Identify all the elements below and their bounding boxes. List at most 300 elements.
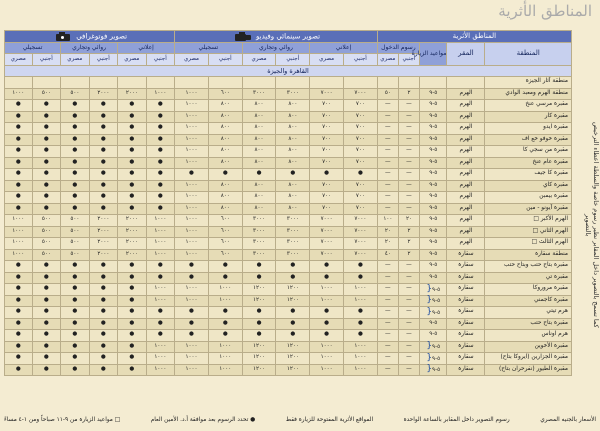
table-row xyxy=(5,364,572,376)
fee-cell: ● xyxy=(32,353,61,365)
fee-cell: ● xyxy=(32,157,61,169)
fee-cell: ● xyxy=(208,272,242,284)
entry-fee-egyptian: ٤٠ xyxy=(377,249,398,261)
table-row xyxy=(5,123,572,135)
fee-cell: ١٠٠٠ xyxy=(146,249,175,261)
fee-cell: ١٠٠٠ xyxy=(146,341,175,353)
fee-cell: ١٠٠٠ xyxy=(175,88,209,100)
bracket-mark: { xyxy=(426,364,433,375)
fee-cell: ● xyxy=(89,353,118,365)
fee-cell: ● xyxy=(61,341,90,353)
site-location: الهرم xyxy=(447,146,485,158)
fee-cell: ● xyxy=(118,192,147,204)
fee-cell: ٨٠٠ xyxy=(242,146,276,158)
fee-cell: ٧٠٠٠ xyxy=(310,88,344,100)
fee-cell: ١٢٠٠ xyxy=(242,295,276,307)
fee-cell: ٢٠٠٠ xyxy=(118,88,147,100)
fee-cell: ١٠٠٠ xyxy=(146,364,175,376)
table-row xyxy=(5,353,572,365)
fee-cell: ١٠٠٠ xyxy=(175,353,209,365)
fee-cell: ● xyxy=(118,284,147,296)
fee-cell: ● xyxy=(146,180,175,192)
fee-cell xyxy=(310,77,344,89)
visit-hours xyxy=(420,77,447,89)
fee-cell: ● xyxy=(5,284,33,296)
fee-cell: ١٠٠٠ xyxy=(175,284,209,296)
fee-cell: ● xyxy=(175,261,209,273)
sub-entry-foreign: أجنبي xyxy=(398,54,419,66)
table-row xyxy=(5,192,572,204)
fee-cell: ● xyxy=(61,157,90,169)
fee-cell: ١٠٠٠ xyxy=(175,134,209,146)
visit-hours: ٥-٩ xyxy=(420,180,447,192)
fee-cell: ● xyxy=(61,123,90,135)
site-location: سقارة xyxy=(447,307,485,319)
fee-cell: ٢٠٠٠ xyxy=(89,249,118,261)
fee-cell: ● xyxy=(5,341,33,353)
fee-cell: ٥٠٠ xyxy=(32,88,61,100)
sub-foreign: أجنبي xyxy=(208,54,242,66)
fee-cell: ● xyxy=(61,272,90,284)
fee-cell: ● xyxy=(344,272,378,284)
table-row xyxy=(5,295,572,307)
fee-cell: ● xyxy=(89,284,118,296)
visit-hours: ٥-٩ xyxy=(420,192,447,204)
fee-cell: ٥٠٠ xyxy=(61,88,90,100)
entry-fee-foreign: ٢ xyxy=(398,88,419,100)
fee-cell: ● xyxy=(5,272,33,284)
site-location: الهرم xyxy=(447,238,485,250)
sub-egyptian: مصري xyxy=(118,54,147,66)
table-row xyxy=(5,157,572,169)
site-location: سقارة xyxy=(447,318,485,330)
site-location: سقارة xyxy=(447,261,485,273)
fee-cell: ● xyxy=(344,261,378,273)
fee-cell: ● xyxy=(89,364,118,376)
fee-cell: ١٠٠٠ xyxy=(208,284,242,296)
site-name: مقبرة من سجي كا xyxy=(485,146,572,158)
fee-cell: ● xyxy=(146,272,175,284)
fee-cell: ● xyxy=(5,134,33,146)
fees-table xyxy=(4,30,572,376)
fee-cell: ٨٠٠ xyxy=(208,123,242,135)
fee-cell: ● xyxy=(5,261,33,273)
fee-cell: ١٢٠٠ xyxy=(276,295,310,307)
fee-cell: ١٠٠٠ xyxy=(310,295,344,307)
fee-cell: ● xyxy=(344,318,378,330)
visit-hours: ٥-٩{ xyxy=(420,341,447,353)
fee-cell: ٥٠٠ xyxy=(32,226,61,238)
fee-cell: ١٠٠٠ xyxy=(175,146,209,158)
video-camera-icon xyxy=(235,32,251,41)
fee-cell: ٥٠٠ xyxy=(32,215,61,227)
entry-fee-foreign: — xyxy=(398,318,419,330)
fee-cell: ● xyxy=(118,111,147,123)
table-row xyxy=(5,307,572,319)
header-hours: مواعيد الزيارة xyxy=(420,42,447,65)
site-location: الهرم xyxy=(447,180,485,192)
entry-fee-foreign: — xyxy=(398,146,419,158)
fee-cell: ● xyxy=(61,364,90,376)
fee-cell: ● xyxy=(344,307,378,319)
fee-cell: ٧٠٠ xyxy=(344,180,378,192)
fee-cell: ٨٠٠ xyxy=(276,123,310,135)
header-photo-commercial: روائي وتجاري xyxy=(61,42,118,54)
fee-cell: ١٠٠٠ xyxy=(310,353,344,365)
fee-cell: ● xyxy=(89,146,118,158)
fee-cell: ● xyxy=(61,318,90,330)
fee-cell: ● xyxy=(276,307,310,319)
table-row xyxy=(5,180,572,192)
entry-fee-foreign: — xyxy=(398,157,419,169)
fee-cell: ● xyxy=(146,146,175,158)
fee-cell: ● xyxy=(310,169,344,181)
fee-cell: ٦٠٠ xyxy=(208,88,242,100)
table-row xyxy=(5,318,572,330)
fee-cell: ٧٠٠٠ xyxy=(344,88,378,100)
fee-cell: ● xyxy=(242,169,276,181)
site-name: مقبرة الطيور (نفرحران بتاح) xyxy=(485,364,572,376)
site-name: منطقة سقارة xyxy=(485,249,572,261)
fee-cell: ● xyxy=(344,330,378,342)
fee-cell: ١٠٠٠ xyxy=(208,341,242,353)
fee-cell: ٥٠٠ xyxy=(61,249,90,261)
fee-cell: ٢٠٠٠ xyxy=(89,238,118,250)
header-region: المنطقة xyxy=(485,42,572,65)
fee-cell: ● xyxy=(146,318,175,330)
fee-cell: ٨٠٠ xyxy=(208,134,242,146)
site-name: مقبرة مروروكا xyxy=(485,284,572,296)
fee-cell: ● xyxy=(5,330,33,342)
fee-cell xyxy=(118,77,147,89)
sub-egyptian: مصري xyxy=(5,54,33,66)
table-row xyxy=(5,238,572,250)
table-row xyxy=(5,249,572,261)
fee-cell: ● xyxy=(61,111,90,123)
fee-cell: ٨٠٠ xyxy=(242,111,276,123)
fee-cell: ● xyxy=(208,261,242,273)
fee-cell: ● xyxy=(175,318,209,330)
entry-fee-foreign: — xyxy=(398,364,419,376)
fee-cell: ● xyxy=(32,123,61,135)
fee-cell: ٧٠٠ xyxy=(344,203,378,215)
fee-cell: ● xyxy=(32,180,61,192)
entry-fee-foreign: — xyxy=(398,261,419,273)
entry-fee-egyptian: — xyxy=(377,157,398,169)
fee-cell: ٨٠٠ xyxy=(208,111,242,123)
fee-cell: ١٢٠٠ xyxy=(276,341,310,353)
sub-egyptian: مصري xyxy=(61,54,90,66)
fee-cell: ٧٠٠ xyxy=(310,146,344,158)
fee-cell: ● xyxy=(5,111,33,123)
fee-cell: ● xyxy=(242,272,276,284)
fee-cell: ١٠٠٠ xyxy=(175,364,209,376)
fee-cell: ● xyxy=(89,318,118,330)
site-location: سقارة xyxy=(447,284,485,296)
entry-fee-egyptian: — xyxy=(377,318,398,330)
site-location: سقارة xyxy=(447,364,485,376)
entry-fee-foreign: ٢ xyxy=(398,249,419,261)
fee-cell: ● xyxy=(5,192,33,204)
fee-cell: ● xyxy=(118,307,147,319)
fee-cell: ١٠٠٠ xyxy=(344,364,378,376)
site-location: الهرم xyxy=(447,157,485,169)
fee-cell: ● xyxy=(32,146,61,158)
fee-cell: ٧٠٠ xyxy=(344,111,378,123)
table-row xyxy=(5,226,572,238)
fee-cell: ٧٠٠ xyxy=(310,111,344,123)
table-row xyxy=(5,203,572,215)
fee-cell: ● xyxy=(89,341,118,353)
fee-cell: ٣٠٠٠ xyxy=(242,226,276,238)
fee-cell: ● xyxy=(5,364,33,376)
bracket-mark: { xyxy=(426,341,433,352)
fee-cell: ٧٠٠ xyxy=(310,180,344,192)
visit-hours: ٥-٩{ xyxy=(420,284,447,296)
fee-cell: ١٠٠٠ xyxy=(175,203,209,215)
entry-fee-foreign: — xyxy=(398,123,419,135)
fee-cell: ٣٠٠٠ xyxy=(242,215,276,227)
fee-cell: ٧٠٠ xyxy=(344,123,378,135)
fee-cell: ● xyxy=(118,341,147,353)
fee-cell: ٨٠٠ xyxy=(276,100,310,112)
fee-cell: ● xyxy=(89,100,118,112)
header-entry-fees: رسوم الدخول xyxy=(377,42,419,54)
entry-fee-egyptian: — xyxy=(377,330,398,342)
fee-cell: ٧٠٠٠ xyxy=(310,249,344,261)
visit-hours: ٥-٩ xyxy=(420,100,447,112)
fee-cell: ٨٠٠ xyxy=(242,100,276,112)
fee-cell: ٣٠٠٠ xyxy=(242,238,276,250)
fee-cell: ● xyxy=(61,261,90,273)
fee-cell: ٧٠٠٠ xyxy=(344,249,378,261)
fee-cell: ١٠٠٠ xyxy=(146,215,175,227)
fee-cell: ● xyxy=(146,134,175,146)
bracket-mark: { xyxy=(426,306,433,317)
fee-cell: ٧٠٠ xyxy=(310,192,344,204)
table-row xyxy=(5,88,572,100)
sub-entry-egyptian: مصري xyxy=(377,54,398,66)
fee-cell: ٢٠٠٠ xyxy=(89,215,118,227)
fee-cell: ١٠٠٠ xyxy=(208,295,242,307)
site-name: مقبرة ايدو xyxy=(485,123,572,135)
entry-fee-egyptian: — xyxy=(377,180,398,192)
fee-cell xyxy=(242,77,276,89)
fee-cell: ● xyxy=(310,330,344,342)
fee-cell: ● xyxy=(118,364,147,376)
entry-fee-foreign: — xyxy=(398,284,419,296)
entry-fee-foreign: — xyxy=(398,134,419,146)
fee-cell: ● xyxy=(310,318,344,330)
site-name: مقبرة بتاح حتب وبتاح حتب xyxy=(485,261,572,273)
fee-cell: ● xyxy=(118,123,147,135)
fee-cell: ● xyxy=(5,203,33,215)
table-row xyxy=(5,146,572,158)
site-location: الهرم xyxy=(447,88,485,100)
visit-hours: ٥-٩ xyxy=(420,249,447,261)
site-location: الهرم xyxy=(447,226,485,238)
visit-hours: ٥-٩ xyxy=(420,203,447,215)
fee-cell: ٧٠٠ xyxy=(310,134,344,146)
fee-cell: ● xyxy=(5,318,33,330)
fee-cell: ● xyxy=(146,123,175,135)
fee-cell: ● xyxy=(32,192,61,204)
entry-fee-foreign: — xyxy=(398,100,419,112)
fee-cell: ٣٠٠٠ xyxy=(276,215,310,227)
fee-cell: ● xyxy=(89,134,118,146)
site-name: مقبرة بيمبن xyxy=(485,192,572,204)
site-name: مقبرة الأخوين xyxy=(485,341,572,353)
fee-cell: ● xyxy=(89,111,118,123)
fee-cell: ● xyxy=(118,157,147,169)
fee-cell xyxy=(276,77,310,89)
fee-cell: ٦٠٠ xyxy=(208,215,242,227)
fee-cell: ● xyxy=(5,146,33,158)
section-title: القاهرة والجيزة xyxy=(5,65,572,77)
fee-cell: ١٠٠٠ xyxy=(175,157,209,169)
fee-cell: ٨٠٠ xyxy=(242,157,276,169)
site-name: هرم اوناس xyxy=(485,330,572,342)
fee-cell: ● xyxy=(310,261,344,273)
entry-fee-egyptian: — xyxy=(377,192,398,204)
fee-cell: ● xyxy=(89,157,118,169)
site-name: مقبرة الجزارين (ايروكا بتاح) xyxy=(485,353,572,365)
fee-cell: ١٠٠٠ xyxy=(208,364,242,376)
entry-fee-egyptian xyxy=(377,77,398,89)
fee-cell: ● xyxy=(61,353,90,365)
fee-cell: ١٠٠٠ xyxy=(208,353,242,365)
fee-cell: ● xyxy=(146,203,175,215)
fee-cell: ١٠٠٠ xyxy=(146,295,175,307)
fee-cell: ٥٠٠ xyxy=(61,215,90,227)
fee-cell: ● xyxy=(89,330,118,342)
sub-egyptian: مصري xyxy=(242,54,276,66)
fee-cell: ٧٠٠ xyxy=(310,123,344,135)
table-row xyxy=(5,215,572,227)
footer xyxy=(4,413,596,427)
entry-fee-egyptian: — xyxy=(377,169,398,181)
fee-cell: ● xyxy=(208,330,242,342)
sidebar-note: كما تسمح بالتصوير داخل المقابر نظير رسوم خاصة والسلطة اعطاء الترخيص بالتصوير xyxy=(584,122,600,328)
table-row xyxy=(5,134,572,146)
fee-cell: ● xyxy=(276,261,310,273)
fee-cell: ١٠٠٠ xyxy=(310,341,344,353)
fee-cell: ● xyxy=(89,169,118,181)
visit-hours: ٥-٩ xyxy=(420,169,447,181)
fee-cell: ١٢٠٠ xyxy=(276,353,310,365)
entry-fee-egyptian: — xyxy=(377,341,398,353)
entry-fee-egyptian: — xyxy=(377,100,398,112)
visit-hours: ٥-٩{ xyxy=(420,353,447,365)
fee-cell: ٨٠٠ xyxy=(276,157,310,169)
fee-cell: ● xyxy=(276,272,310,284)
table-row xyxy=(5,100,572,112)
fee-cell: ٢٠٠٠ xyxy=(118,238,147,250)
fee-cell: ٨٠٠ xyxy=(208,203,242,215)
fee-cell: ٧٠٠٠ xyxy=(310,215,344,227)
visit-hours: ٥-٩ xyxy=(420,272,447,284)
fee-cell xyxy=(175,77,209,89)
fee-cell: ● xyxy=(118,203,147,215)
fee-cell: ٣٠٠٠ xyxy=(276,249,310,261)
fee-cell xyxy=(32,77,61,89)
site-location: الهرم xyxy=(447,123,485,135)
visit-hours: ٥-٩ xyxy=(420,157,447,169)
entry-fee-foreign: — xyxy=(398,111,419,123)
fee-cell: ● xyxy=(118,261,147,273)
entry-fee-foreign: ٢ xyxy=(398,238,419,250)
site-name: الهرم الثاني □ xyxy=(485,226,572,238)
footer-note-currency: الأسعار بالجنيه المصري xyxy=(540,417,596,423)
site-location xyxy=(447,77,485,89)
visit-hours: ٥-٩ xyxy=(420,111,447,123)
fee-cell: ٨٠٠ xyxy=(242,203,276,215)
bracket-mark: { xyxy=(426,352,433,363)
fee-cell: ٨٠٠ xyxy=(242,192,276,204)
site-name: مقبرة بتاح حتب xyxy=(485,318,572,330)
sub-foreign: أجنبي xyxy=(276,54,310,66)
fee-cell: ٨٠٠ xyxy=(242,180,276,192)
fee-cell: ١٠٠٠ xyxy=(175,100,209,112)
entry-fee-foreign: — xyxy=(398,169,419,181)
fee-cell: ● xyxy=(61,169,90,181)
site-name: مقبرة كار xyxy=(485,111,572,123)
fee-cell: ٨٠٠ xyxy=(242,123,276,135)
fee-cell: ١٠٠٠ xyxy=(146,284,175,296)
fee-cell: ● xyxy=(32,203,61,215)
fee-cell: ١٠٠٠ xyxy=(175,111,209,123)
entry-fee-foreign: — xyxy=(398,353,419,365)
entry-fee-egyptian: ٥٠ xyxy=(377,88,398,100)
site-name: مقبرة مرسي عنخ xyxy=(485,100,572,112)
fee-cell: ٧٠٠ xyxy=(344,157,378,169)
fee-cell: ● xyxy=(146,100,175,112)
fee-cell: ● xyxy=(118,295,147,307)
fee-cell: ١٠٠٠ xyxy=(175,226,209,238)
fee-cell: ● xyxy=(5,157,33,169)
fee-cell: ● xyxy=(61,180,90,192)
fee-cell: ● xyxy=(89,123,118,135)
fee-cell: ١٠٠٠ xyxy=(175,341,209,353)
entry-fee-egyptian: — xyxy=(377,307,398,319)
visit-hours: ٥-٩ xyxy=(420,330,447,342)
sub-foreign: أجنبي xyxy=(32,54,61,66)
fee-cell: ١٠٠٠ xyxy=(5,88,33,100)
fee-cell: ● xyxy=(61,203,90,215)
entry-fee-egyptian: — xyxy=(377,146,398,158)
fee-cell: ● xyxy=(61,100,90,112)
fee-cell: ● xyxy=(5,353,33,365)
fee-cell xyxy=(344,77,378,89)
footer-note-approval: ● تحدد الرسوم بعد موافقة أ.د. الأمين العام xyxy=(150,417,256,423)
site-location: الهرم xyxy=(447,134,485,146)
fee-cell: ٧٠٠ xyxy=(344,134,378,146)
fee-cell: ١٠٠٠ xyxy=(344,284,378,296)
fee-cell: ١٠٠٠ xyxy=(146,238,175,250)
site-name: مقبرة تي xyxy=(485,272,572,284)
fee-cell: ● xyxy=(89,295,118,307)
site-location: الهرم xyxy=(447,215,485,227)
fee-cell: ١٢٠٠ xyxy=(242,284,276,296)
fee-cell: ٦٠٠ xyxy=(208,249,242,261)
visit-hours: ٥-٩ xyxy=(420,226,447,238)
fee-cell: ● xyxy=(175,169,209,181)
fee-cell: ● xyxy=(32,134,61,146)
visit-hours: ٥-٩ xyxy=(420,215,447,227)
fee-cell: ١٠٠٠ xyxy=(146,353,175,365)
site-location: سقارة xyxy=(447,249,485,261)
table-row xyxy=(5,284,572,296)
